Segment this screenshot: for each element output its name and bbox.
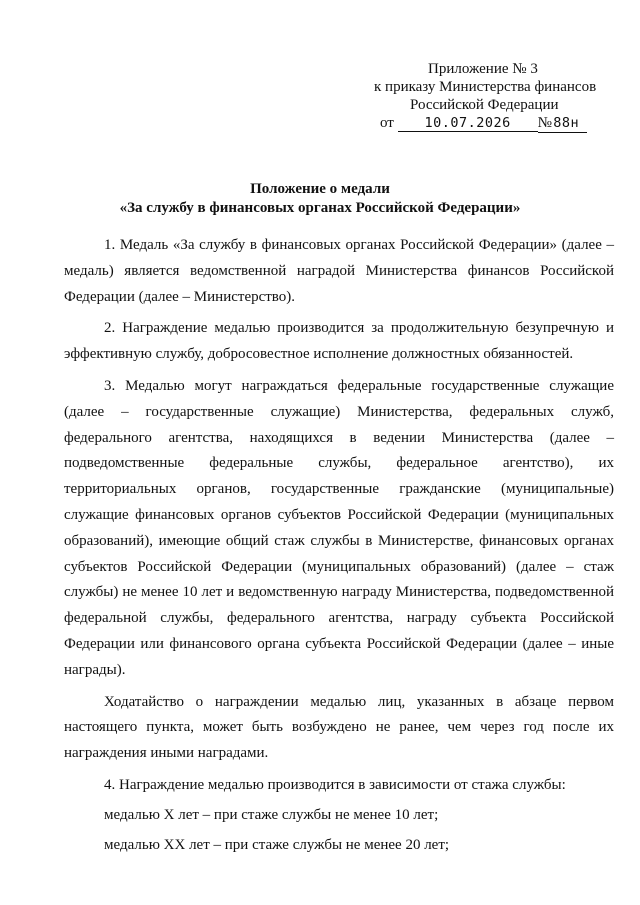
paragraph-3-petition: Ходатайство о награждении медалью лиц, указанных в абзаце первом настоящего пункта, может быть возбуждено не ранее, чем через год после их награждения иными наградами. <box>64 693 614 762</box>
appendix-header <box>370 60 610 133</box>
document-title <box>0 180 640 218</box>
paragraph-4-item-2: медалью XX лет – при стаже службы не менее 20 лет; <box>104 836 450 853</box>
appendix-number: Приложение № 3 <box>428 61 538 77</box>
appendix-country: Российской Федерации <box>410 97 559 113</box>
date-prefix: от <box>380 115 394 131</box>
paragraph-1: 1. Медаль «За службу в финансовых органах Российской Федерации» (далее – медаль) является ведомственной наградой Министерства финансов Российской Федерации (далее – Министерство). <box>64 237 614 305</box>
order-number: 88н <box>553 115 580 131</box>
appendix-order-ref: к приказу Министерства финансов <box>374 79 597 95</box>
paragraph-4-item-1: медалью X лет – при стаже службы не менее 10 лет; <box>104 806 439 823</box>
order-date: 10.07.2026 <box>398 115 538 132</box>
appendix-date-line <box>370 114 610 133</box>
title-line-2: «За службу в финансовых органах Российской Федерации» <box>119 200 521 216</box>
paragraph-4: 4. Награждение медалью производится в зависимости от стажа службы: <box>104 776 566 793</box>
document-body <box>64 233 614 862</box>
title-line-1: Положение о медали <box>250 181 390 197</box>
paragraph-3: 3. Медалью могут награждаться федеральные государственные служащие (далее – государственные служащие) Министерства, федеральных служб, федерального агентства, находящихся в ведении Министерства (далее – подведомственные федеральные службы, федеральное агентство), их территориальных органов, государственные гражданские (муниципальные) служащие финансовых органов субъектов Российской Федерации (муниципальных образований), имеющие общий стаж службы в Министерстве, финансовых органах субъектов Российской Федерации (муниципальных образований) (далее – стаж службы) не менее 10 лет и ведомственную награду Министерства, подведомственной федеральной службы, федерального агентства, награду субъекта Российской Федерации или финансового органа субъекта Российской Федерации (далее – иные награды). <box>64 377 614 678</box>
order-number-wrap <box>538 114 587 133</box>
paragraph-2: 2. Награждение медалью производится за продолжительную безупречную и эффективную службу, добросовестное исполнение должностных обязанностей. <box>64 320 614 363</box>
number-prefix: № <box>537 115 552 131</box>
